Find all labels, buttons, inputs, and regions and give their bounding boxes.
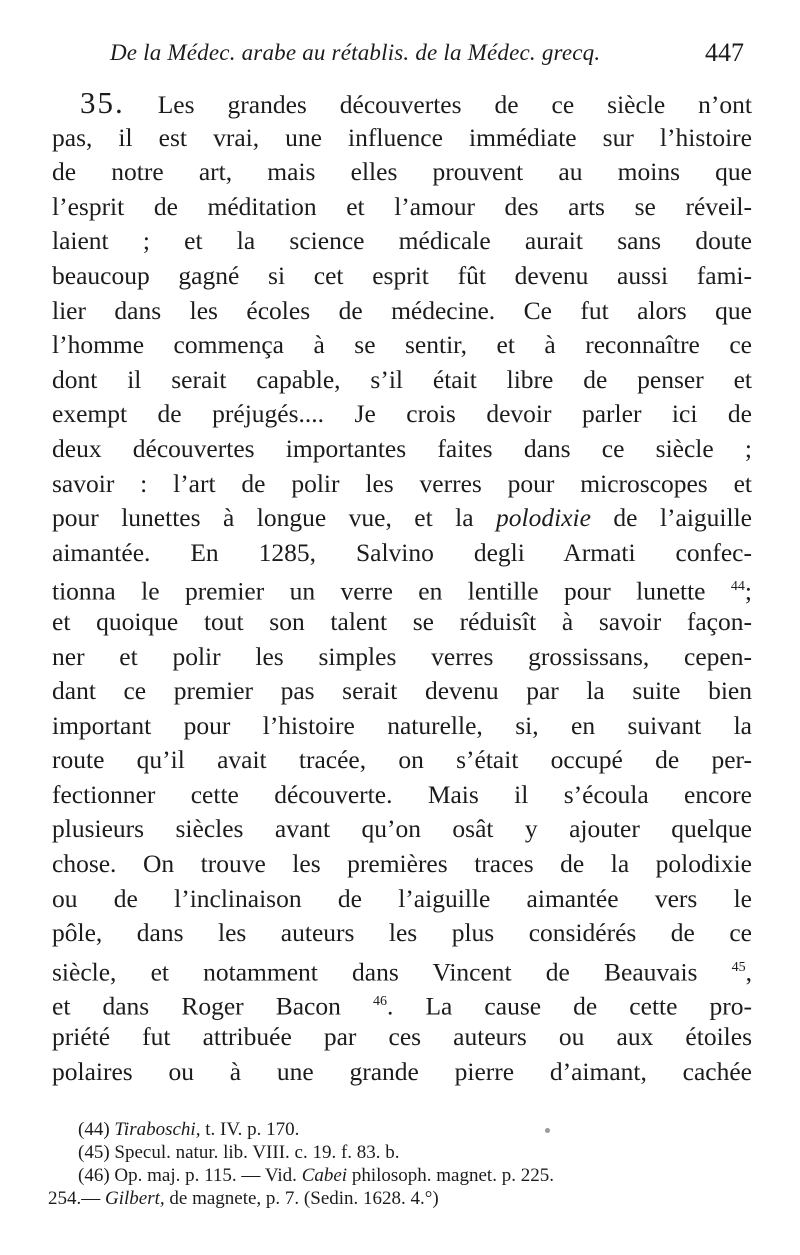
running-title: De la Médec. arabe au rétablis. de la Médec. grecq.	[110, 40, 601, 65]
footnote-46-continued	[48, 1187, 768, 1210]
text-line: pôle, dans les auteurs les plus considérés de ce	[52, 918, 752, 948]
footnote-text: philosoph. magnet. p. 225.	[351, 1165, 554, 1186]
footnote-author: Gilbert,	[105, 1188, 165, 1209]
text-line	[52, 570, 752, 605]
text-line: dont il serait capable, s’il était libre de penser et	[52, 364, 752, 394]
footnote-44	[48, 1118, 768, 1141]
footnote-number: (44)	[78, 1119, 110, 1140]
text-line: et quoique tout son talent se réduisît à savoir façon-	[52, 606, 752, 636]
text-line	[52, 86, 752, 121]
italic-term: polodixie	[496, 503, 591, 533]
line-text: ,	[745, 957, 752, 986]
footnotes	[48, 1118, 768, 1210]
text-line: fectionner cette découverte. Mais il s’écoula encore	[52, 779, 752, 809]
text-line: de notre art, mais elles prouvent au moins que	[52, 157, 752, 187]
text-line	[52, 951, 752, 986]
line-text: siècle, et notamment dans Vincent de Beauvais	[52, 957, 698, 986]
text-line: plusieurs siècles avant qu’on osât y ajouter quelque	[52, 814, 752, 844]
line-text: tionna le premier un verre en lentille pour lunette	[52, 576, 706, 605]
footnote-number: (45)	[78, 1142, 110, 1163]
text-line: pas, il est vrai, une influence immédiate sur l’histoire	[52, 122, 752, 152]
text-line: l’homme commença à se sentir, et à reconnaître ce	[52, 330, 752, 360]
text-line: savoir : l’art de polir les verres pour microscopes et	[52, 468, 752, 498]
footnote-ref: 45	[731, 959, 746, 975]
page-header	[0, 34, 800, 74]
line-text: pour lunettes à longue vue, et la	[52, 503, 474, 533]
footnote-ref: 44	[730, 579, 745, 595]
text-line: l’esprit de méditation et l’amour des arts se réveil-	[52, 191, 752, 221]
line-text: et dans Roger Bacon	[52, 991, 341, 1021]
text-line: chose. On trouve les premières traces de la polodixie	[52, 849, 752, 879]
footnote-text: Specul. natur. lib. VIII. c. 19. f. 83. b.	[114, 1142, 400, 1163]
footnote-author: Cabei	[301, 1165, 348, 1186]
text-line: polaires ou à une grande pierre d’aimant, cachée	[52, 1056, 752, 1086]
text-line: ou de l’inclinaison de l’aiguille aimantée vers le	[52, 883, 752, 913]
text-line: route qu’il avait tracée, on s’était occupé de per-	[52, 745, 752, 775]
text-line: ner et polir les simples verres grossissans, cepen-	[52, 641, 752, 671]
text-line: laient ; et la science médicale aurait sans doute	[52, 226, 752, 256]
text-line: lier dans les écoles de médecine. Ce fut alors que	[52, 295, 752, 325]
text-line	[52, 501, 752, 536]
footnote-author: Tiraboschi,	[114, 1119, 201, 1140]
page-number: 447	[705, 38, 744, 67]
footnote-number: (46)	[78, 1165, 110, 1186]
line-text: Les grandes découvertes de ce siècle n’ont	[157, 90, 752, 119]
footnote-text: Op. maj. p. 115. — Vid.	[114, 1165, 297, 1186]
line-text: ;	[744, 576, 752, 605]
text-line	[52, 985, 752, 1020]
footnote-46	[48, 1164, 768, 1187]
text-line: aimantée. En 1285, Salvino degli Armati confec-	[52, 537, 752, 567]
text-line: dant ce premier pas serait devenu par la suite bien	[52, 676, 752, 706]
text-line: deux découvertes importantes faites dans ce siècle ;	[52, 433, 752, 463]
footnote-text: t. IV. p. 170.	[205, 1119, 300, 1140]
footnote-text: 254.—	[48, 1188, 101, 1209]
text-line: exempt de préjugés.... Je crois devoir parler ici de	[52, 399, 752, 429]
text-line: beaucoup gagné si cet esprit fût devenu aussi fami-	[52, 260, 752, 290]
main-paragraph	[52, 86, 752, 1089]
footnote-45	[48, 1141, 768, 1164]
line-text: de l’aiguille	[613, 503, 752, 533]
footnote-ref: 46	[372, 994, 387, 1010]
footnote-text: de magnete, p. 7. (Sedin. 1628. 4.°)	[169, 1188, 439, 1209]
section-number: 35.	[80, 86, 125, 120]
text-line: priété fut attribuée par ces auteurs ou aux étoiles	[52, 1022, 752, 1052]
text-line: important pour l’histoire naturelle, si, en suivant la	[52, 710, 752, 740]
line-text: . La cause de cette pro-	[386, 991, 752, 1021]
